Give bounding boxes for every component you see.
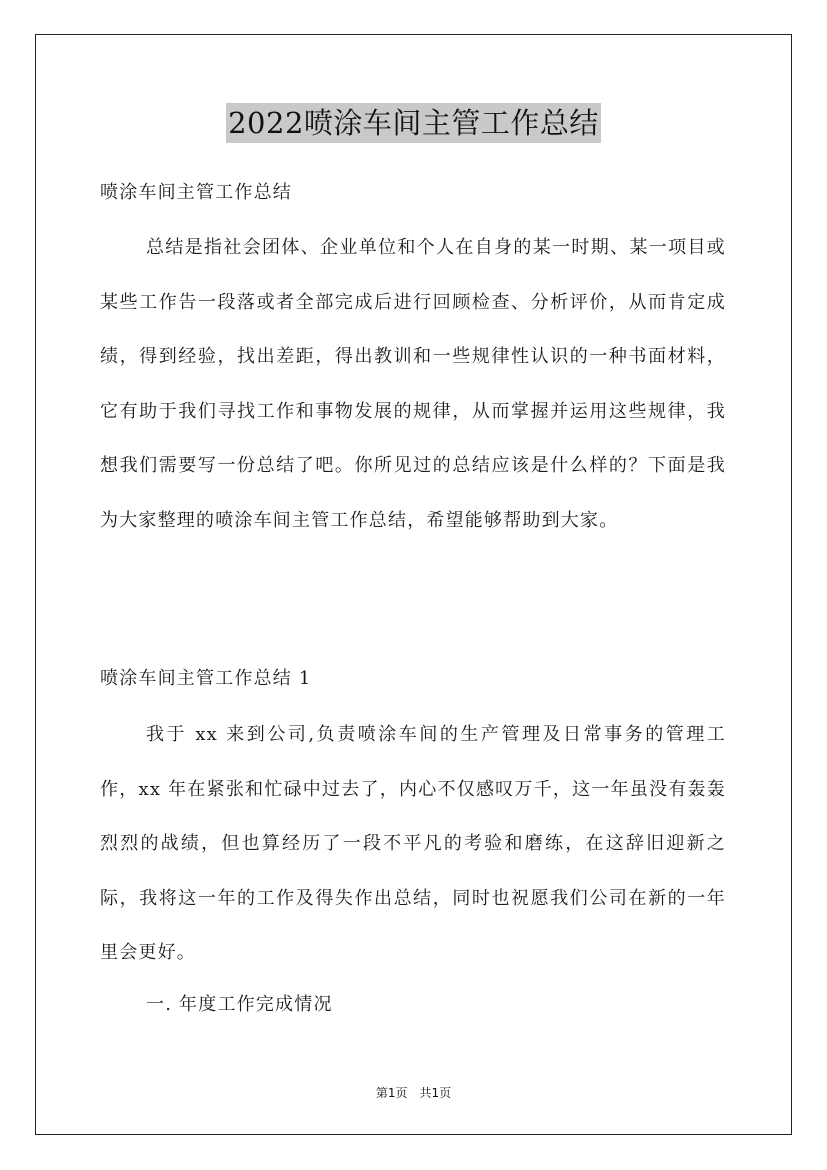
document-subtitle: 喷涂车间主管工作总结 (100, 182, 292, 203)
document-title: 2022喷涂车间主管工作总结 (226, 103, 601, 143)
intro-paragraph: 总结是指社会团体、企业单位和个人在自身的某一时期、某一项目或某些工作告一段落或者全部完成后进行回顾检查、分析评价，从而肯定成绩，得到经验，找出差距，得出教训和一些规律性认识的一种书面材料，它有助于我们寻找工作和事物发展的规律，从而掌握并运用这些规律，我想我们需要写一份总结了吧。你所见过的总结应该是什么样的？下面是我为大家整理的喷涂车间主管工作总结，希望能够帮助到大家。 (100, 237, 726, 531)
section1-title: 喷涂车间主管工作总结 1 (100, 668, 312, 689)
title-wrap (0, 103, 827, 143)
section1-paragraph: 我于 xx 来到公司,负责喷涂车间的生产管理及日常事务的管理工作，xx 年在紧张和忙碌中过去了，内心不仅感叹万千，这一年虽没有轰轰烈烈的战绩，但也算经历了一段不平凡的考验和磨练，在这辞旧迎新之际，我将这一年的工作及得失作出总结，同时也祝愿我们公司在新的一年里会更好。 (100, 724, 726, 963)
page-footer: 第1页 共1页 (375, 1086, 452, 1100)
section-heading: 一. 年度工作完成情况 (146, 994, 333, 1015)
